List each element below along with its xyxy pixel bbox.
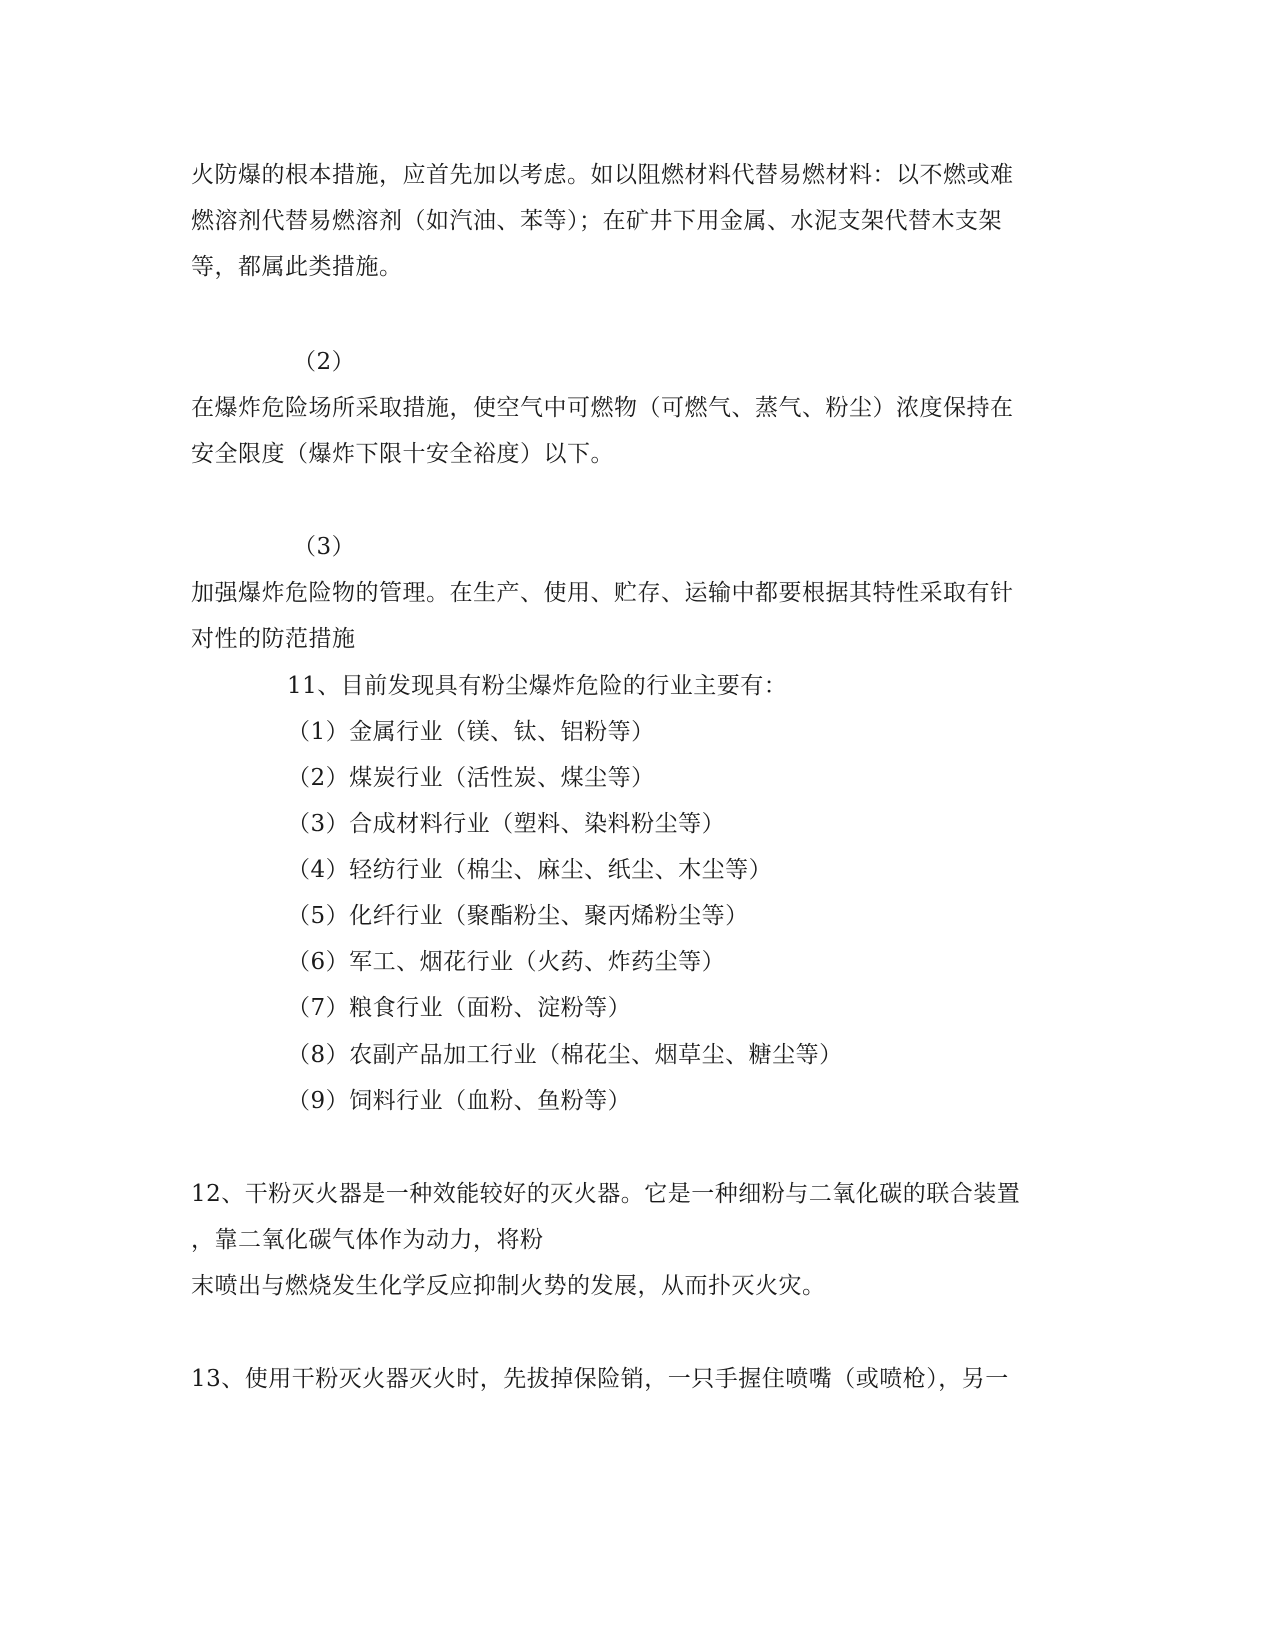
paragraph-line: 13、使用干粉灭火器灭火时，先拔掉保险销，一只手握住喷嘴（或喷枪），另一: [191, 1366, 1009, 1392]
item-number: （2）: [293, 349, 356, 375]
list-item: （3）合成材料行业（塑料、染料粉尘等）: [287, 811, 726, 837]
list-item: （6）军工、烟花行业（火药、炸药尘等）: [287, 949, 726, 975]
list-item: （5）化纤行业（聚酯粉尘、聚丙烯粉尘等）: [287, 903, 749, 929]
paragraph-line: 加强爆炸危险物的管理。在生产、使用、贮存、运输中都要根据其特性采取有针: [191, 580, 1014, 606]
paragraph-line: 末喷出与燃烧发生化学反应抑制火势的发展，从而扑灭火灾。: [191, 1273, 826, 1299]
list-item: （4）轻纺行业（棉尘、麻尘、纸尘、木尘等）: [287, 857, 773, 883]
list-item: （7）粮食行业（面粉、淀粉等）: [287, 995, 632, 1021]
paragraph-line: 12、干粉灭火器是一种效能较好的灭火器。它是一种细粉与二氧化碳的联合装置: [191, 1181, 1021, 1207]
paragraph-line: 燃溶剂代替易燃溶剂（如汽油、苯等）；在矿井下用金属、水泥支架代替木支架: [191, 208, 1002, 234]
paragraph-line: ，靠二氧化碳气体作为动力，将粉: [191, 1227, 544, 1253]
list-item: （1）金属行业（镁、钛、铝粉等）: [287, 719, 655, 745]
paragraph-line: 在爆炸危险场所采取措施，使空气中可燃物（可燃气、蒸气、粉尘）浓度保持在: [191, 395, 1014, 421]
list-item: （9）饲料行业（血粉、鱼粉等）: [287, 1088, 632, 1114]
list-item: （8）农副产品加工行业（棉花尘、烟草尘、糖尘等）: [287, 1042, 843, 1068]
paragraph-line: 安全限度（爆炸下限十安全裕度）以下。: [191, 441, 614, 467]
paragraph-line: 对性的防范措施: [191, 626, 356, 652]
list-item: （2）煤炭行业（活性炭、煤尘等）: [287, 765, 655, 791]
paragraph-line: 火防爆的根本措施，应首先加以考虑。如以阻燃材料代替易燃材料：以不燃或难: [191, 162, 1014, 188]
section-heading: 11、目前发现具有粉尘爆炸危险的行业主要有：: [287, 673, 788, 699]
paragraph-line: 等，都属此类措施。: [191, 254, 403, 280]
item-number: （3）: [293, 534, 356, 560]
